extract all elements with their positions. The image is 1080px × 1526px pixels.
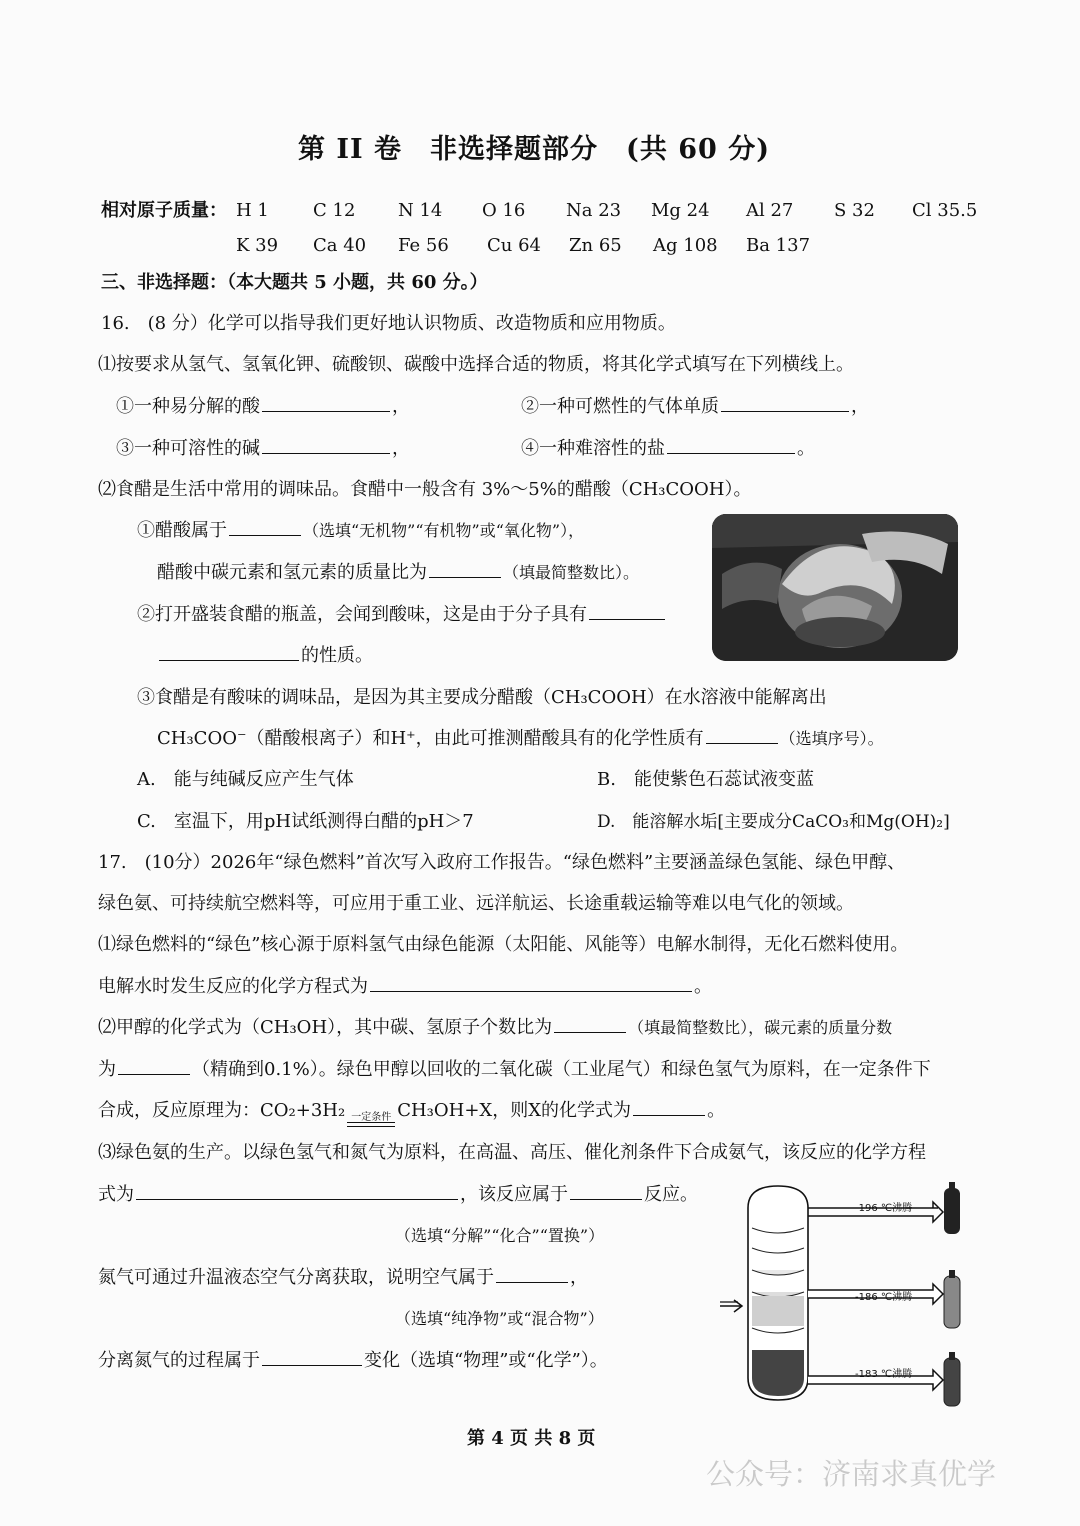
question-text: 反应。 (644, 1184, 698, 1205)
atomic-mass-item: Na 23 (566, 200, 622, 221)
q16-stem: 16. (8 分）化学可以指导我们更好地认识物质、改造物质和应用物质。 (101, 313, 676, 334)
q17-part3f-row (98, 1350, 608, 1372)
answer-blank[interactable] (262, 439, 390, 454)
q17-part2c-row (98, 1100, 725, 1122)
question-text: ①醋酸属于 (137, 520, 227, 541)
q17-part2b-row (98, 1059, 931, 1081)
question-text: 式为 (98, 1184, 134, 1205)
question-text: 为 (98, 1059, 116, 1080)
watermark: 公众号：济南求真优学 (706, 1457, 997, 1491)
bottle-cap-icon (949, 1352, 955, 1360)
atomic-mass-item: Ca 40 (313, 235, 367, 256)
bottle-icon (944, 1358, 960, 1406)
q16-blank-d-row (521, 438, 815, 460)
q16-2-1b-row (157, 562, 639, 584)
vinegar-photo (712, 514, 958, 661)
answer-blank[interactable] (118, 1060, 190, 1075)
atomic-mass-item: Cu 64 (487, 235, 541, 256)
page-number: 第 4 页 共 8 页 (467, 1428, 596, 1449)
answer-blank[interactable] (496, 1268, 568, 1283)
equation-text: 合成，反应原理为：CO₂+3H₂ (98, 1100, 346, 1121)
q17-part1a: ⑴绿色燃料的“绿色”核心源于原料氢气由绿色能源（太阳能、风能等）电解水制得，无化石燃料使用。 (98, 934, 909, 955)
answer-blank[interactable] (589, 605, 665, 620)
q16-blank-a-label: ①一种易分解的酸 (116, 396, 260, 417)
q16-blank-b-row (521, 396, 869, 418)
q16-2-2a-row (137, 604, 667, 626)
q16-part1: ⑴按要求从氢气、氢氧化钾、硫酸钡、碳酸中选择合适的物质，将其化学式填写在下列横线上。 (98, 354, 854, 375)
equation-text: CH₃OH+X，则X的化学式为 (397, 1100, 632, 1121)
atomic-mass-item: H 1 (236, 200, 269, 221)
question-text: 分离氮气的过程属于 (98, 1350, 260, 1371)
atomic-mass-item: Al 27 (746, 200, 794, 221)
answer-blank[interactable] (706, 729, 778, 744)
punctuation: 。 (707, 1100, 726, 1121)
q17-part3a: ⑶绿色氨的生产。以绿色氢气和氮气为原料，在高温、高压、催化剂条件下合成氨气，该反应的化学方程 (98, 1142, 926, 1163)
diagram-label-top: -196 ℃沸腾 (855, 1203, 913, 1214)
answer-blank[interactable] (570, 1185, 642, 1200)
atomic-mass-item: Cl 35.5 (912, 200, 978, 221)
punctuation: 。 (694, 976, 712, 997)
q16-blank-c-row (116, 438, 410, 460)
question-text: 醋酸中碳元素和氢元素的质量比为 (157, 562, 427, 583)
q17-part3b-row (98, 1184, 698, 1206)
diagram-label-bottom: -183 ℃沸腾 (855, 1369, 913, 1380)
q17-part2a-row (98, 1017, 892, 1039)
answer-blank[interactable] (370, 977, 692, 992)
q16-blank-a-row (116, 396, 410, 418)
q16-blank-b-label: ②一种可燃性的气体单质 (521, 396, 719, 417)
q17-part1b-row (98, 976, 712, 998)
atomic-mass-item: Fe 56 (398, 235, 449, 256)
diagram-label-middle: -186 ℃沸腾 (855, 1292, 913, 1303)
bottle-cap-icon (949, 1270, 955, 1278)
question-text: ，该反应属于 (460, 1184, 568, 1205)
atomic-mass-item: S 32 (834, 200, 875, 221)
punctuation: ， (392, 396, 410, 417)
answer-blank[interactable] (229, 521, 301, 536)
q16-2-1a-row (137, 520, 584, 542)
question-text: 的性质。 (301, 645, 373, 666)
hint-text: （选填“无机物”“有机物”或“氧化物”）， (303, 521, 585, 540)
punctuation: 。 (797, 438, 815, 459)
answer-blank[interactable] (262, 397, 390, 412)
section-heading: 三、非选择题：（本大题共 5 小题，共 60 分。） (101, 272, 488, 293)
page-title: 第 II 卷 非选择题部分 (共 60 分) (298, 134, 770, 165)
answer-blank[interactable] (667, 439, 795, 454)
option-a: A. 能与纯碱反应产生气体 (137, 769, 354, 790)
column-bottom-liquid (752, 1350, 804, 1396)
question-text: ②打开盛装食醋的瓶盖，会闻到酸味，这是由于分子具有 (137, 604, 587, 625)
answer-blank[interactable] (136, 1185, 458, 1200)
hint-text: （填最简整数比）。 (503, 563, 640, 582)
q17-part3e-hint: （选填“纯净物”或“混合物”） (395, 1309, 604, 1328)
answer-blank[interactable] (554, 1018, 626, 1033)
q16-blank-d-label: ④一种难溶性的盐 (521, 438, 665, 459)
q16-part2: ⑵食醋是生活中常用的调味品。食醋中一般含有 3%～5%的醋酸（CH₃COOH）。 (98, 479, 752, 500)
question-text: ⑵甲醇的化学式为（CH₃OH），其中碳、氢原子个数比为 (98, 1017, 553, 1038)
distillation-diagram (718, 1178, 978, 1408)
hint-text: （填最简整数比），碳元素的质量分数 (628, 1018, 893, 1037)
q17-stem-line1: 17. (10分）2026年“绿色燃料”首次写入政府工作报告。“绿色燃料”主要涵盖绿色氢能、绿色甲醇、 (98, 852, 906, 873)
q17-stem-line2: 绿色氨、可持续航空燃料等，可应用于重工业、远洋航运、长途重载运输等难以电气化的领域。 (98, 893, 854, 914)
atomic-mass-item: K 39 (236, 235, 279, 256)
atomic-mass-item: Mg 24 (651, 200, 710, 221)
question-text: 氮气可通过升温液态空气分离获取，说明空气属于 (98, 1267, 494, 1288)
answer-blank[interactable] (159, 646, 299, 661)
atomic-mass-item: N 14 (398, 200, 443, 221)
answer-blank[interactable] (262, 1351, 362, 1366)
question-text: 电解水时发生反应的化学方程式为 (98, 976, 368, 997)
condition-label: 一定条件 (351, 1112, 392, 1123)
question-text: 变化（选填“物理”或“化学”）。 (364, 1350, 608, 1371)
photo-illustration (712, 514, 958, 661)
equals-line-bottom (347, 1126, 395, 1127)
question-text: （精确到0.1%）。绿色甲醇以回收的二氧化碳（工业尾气）和绿色氢气为原料，在一定条件下 (192, 1059, 931, 1080)
punctuation: ， (392, 438, 410, 459)
punctuation: ， (570, 1267, 588, 1288)
q17-part3c-hint: （选填“分解”“化合”“置换”） (395, 1226, 605, 1245)
q16-2-3a: ③食醋是有酸味的调味品，是因为其主要成分醋酸（CH₃COOH）在水溶液中能解离出 (137, 687, 827, 708)
answer-blank[interactable] (633, 1101, 705, 1116)
punctuation: ， (851, 396, 869, 417)
atomic-mass-item: Ba 137 (746, 235, 811, 256)
answer-blank[interactable] (721, 397, 849, 412)
bottle-icon (944, 1188, 960, 1234)
q16-blank-c-label: ③一种可溶性的碱 (116, 438, 260, 459)
atomic-mass-label: 相对原子质量： (101, 200, 227, 221)
option-c: C. 室温下，用pH试纸测得白醋的pH＞7 (137, 811, 474, 832)
q16-2-2b-row (157, 645, 373, 667)
equals-line-top (347, 1122, 395, 1123)
q16-2-3b-row (157, 728, 884, 750)
column-middle-layer (752, 1296, 804, 1326)
atomic-mass-item: C 12 (313, 200, 356, 221)
question-text: CH₃COO⁻（醋酸根离子）和H⁺，由此可推测醋酸具有的化学性质有 (157, 728, 704, 749)
hint-text: （选填序号）。 (779, 729, 884, 748)
atomic-mass-item: Ag 108 (653, 235, 718, 256)
bottle-icon (944, 1276, 960, 1328)
option-b: B. 能使紫色石蕊试液变蓝 (597, 769, 814, 790)
bottle-cap-icon (949, 1182, 955, 1190)
answer-blank[interactable] (429, 563, 501, 578)
option-d: D. 能溶解水垢[主要成分CaCO₃和Mg(OH)₂] (597, 812, 950, 832)
atomic-mass-item: O 16 (482, 200, 526, 221)
atomic-mass-item: Zn 65 (569, 235, 622, 256)
q17-part3d-row (98, 1267, 588, 1289)
